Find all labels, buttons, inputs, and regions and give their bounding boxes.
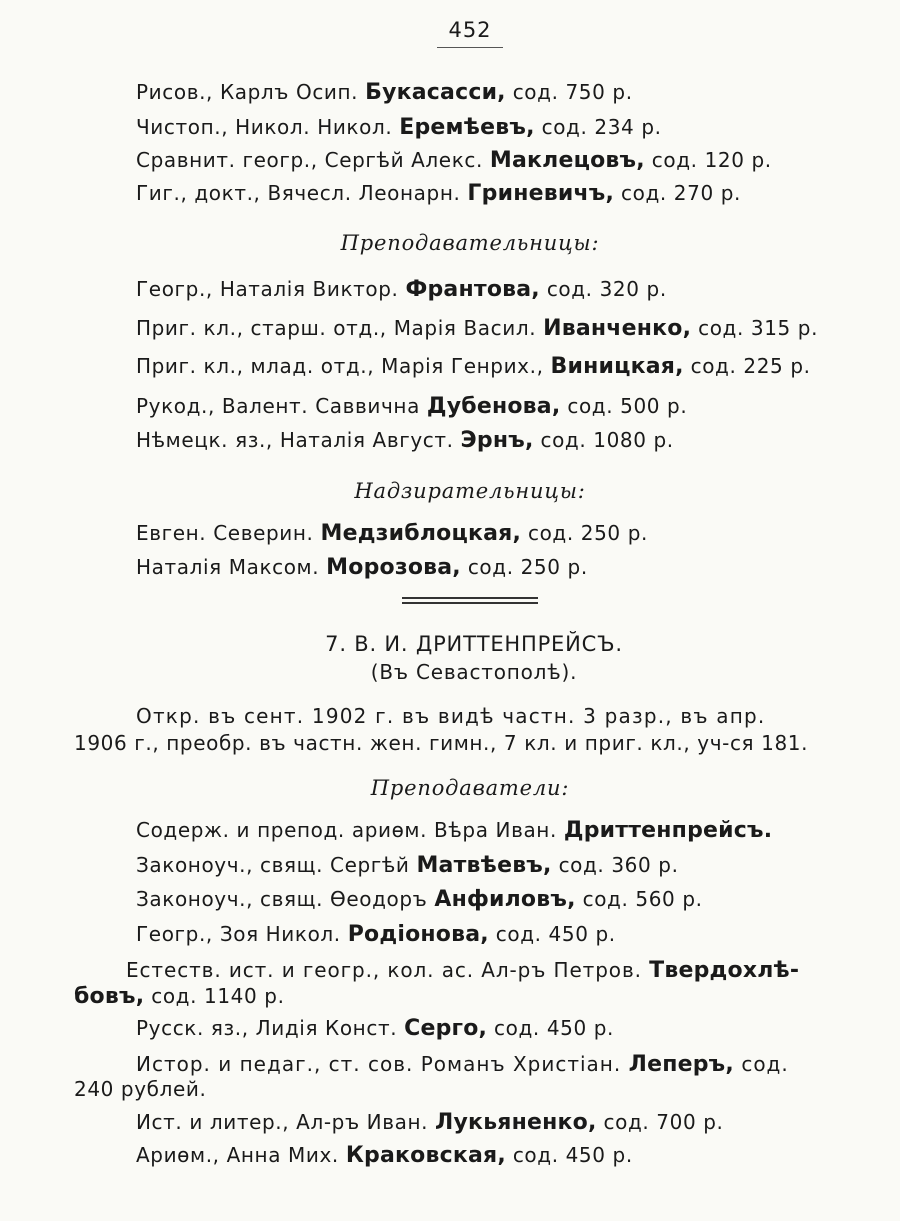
school-location: (Въ Севастополѣ). (370, 660, 578, 684)
staff-surname: Эрнъ, (460, 428, 534, 453)
staff-surname: Серго, (404, 1016, 488, 1041)
staff-surname: Медзиблоцкая, (320, 521, 522, 546)
staff-entry: Содерж. и препод. ариѳм. Вѣра Иван. Дриттенпрейсъ. (136, 818, 773, 843)
staff-surname: Франтова, (405, 277, 540, 302)
school-title: 7. В. И. ДРИТТЕНПРЕЙСЪ. (325, 632, 623, 656)
staff-surname: Иванченко, (543, 316, 692, 341)
staff-surname: Букасасси, (365, 80, 506, 105)
staff-surname: Краковская, (345, 1143, 506, 1168)
staff-surname: Дриттенпрейсъ. (563, 818, 773, 843)
section-heading: Надзирательницы: (354, 479, 586, 503)
staff-entry: Наталія Максом. Морозова, сод. 250 р. (136, 555, 588, 580)
staff-entry-continuation: 240 рублей. (74, 1077, 207, 1101)
staff-surname: Леперъ, (628, 1052, 734, 1077)
staff-surname: Лукьяненко, (435, 1110, 597, 1135)
section-heading: Преподавательницы: (340, 231, 600, 255)
staff-entry: Ариѳм., Анна Мих. Краковская, сод. 450 р. (136, 1143, 633, 1168)
school-intro-line: Откр. въ сент. 1902 г. въ видѣ частн. 3 разр., въ апр. (136, 704, 766, 728)
staff-entry-continuation: бовъ, сод. 1140 р. (74, 984, 285, 1009)
staff-surname: Гриневичъ, (467, 181, 615, 206)
staff-entry: Нѣмецк. яз., Наталія Август. Эрнъ, сод. 1080 р. (136, 428, 674, 453)
staff-entry: Чистоп., Никол. Никол. Еремѣевъ, сод. 234 р. (136, 115, 662, 140)
staff-entry: Евген. Северин. Медзиблоцкая, сод. 250 р. (136, 521, 648, 546)
staff-entry: Приг. кл., старш. отд., Марія Васил. Иванченко, сод. 315 р. (136, 316, 819, 341)
staff-entry: Рисов., Карлъ Осип. Букасасси, сод. 750 р. (136, 80, 633, 105)
staff-entry: Естеств. ист. и геогр., кол. ас. Ал-ръ Петров. Твердохлѣ- (126, 958, 800, 983)
staff-surname: Виницкая, (550, 354, 684, 379)
staff-surname: Морозова, (326, 555, 461, 580)
staff-entry: Рукод., Валент. Саввична Дубенова, сод. 500 р. (136, 394, 688, 419)
staff-entry: Сравнит. геогр., Сергѣй Алекс. Маклецовъ, сод. 120 р. (136, 148, 772, 173)
staff-surname: Дубенова, (426, 394, 561, 419)
section-heading: Преподаватели: (370, 776, 570, 800)
staff-entry: Законоуч., свящ. Ѳеодоръ Анфиловъ, сод. 560 р. (136, 887, 703, 912)
staff-entry: Геогр., Зоя Никол. Родіонова, сод. 450 р. (136, 922, 616, 947)
staff-entry: Истор. и педаг., ст. сов. Романъ Христіан. Леперъ, сод. (136, 1052, 789, 1077)
staff-surname: Еремѣевъ, (399, 115, 535, 140)
staff-surname: Матвѣевъ, (416, 853, 552, 878)
staff-surname: Родіонова, (347, 922, 489, 947)
school-intro-line: 1906 г., преобр. въ частн. жен. гимн., 7 кл. и приг. кл., уч-ся 181. (74, 731, 809, 755)
staff-entry: Законоуч., свящ. Сергѣй Матвѣевъ, сод. 360 р. (136, 853, 679, 878)
staff-entry: Гиг., докт., Вячесл. Леонарн. Гриневичъ, сод. 270 р. (136, 181, 741, 206)
staff-entry: Русск. яз., Лидія Конст. Серго, сод. 450 р. (136, 1016, 615, 1041)
staff-entry: Геогр., Наталія Виктор. Франтова, сод. 320 р. (136, 277, 667, 302)
staff-entry: Приг. кл., млад. отд., Марія Генрих., Виницкая, сод. 225 р. (136, 354, 811, 379)
staff-surname: Анфиловъ, (434, 887, 576, 912)
double-rule-divider (402, 597, 538, 604)
staff-entry: Ист. и литер., Ал-ръ Иван. Лукьяненко, сод. 700 р. (136, 1110, 724, 1135)
page-number-rule (437, 47, 503, 48)
staff-surname: Маклецовъ, (489, 148, 645, 173)
staff-surname: Твердохлѣ- (649, 958, 800, 983)
page-number: 452 (448, 18, 492, 42)
staff-surname: бовъ, (74, 984, 145, 1009)
